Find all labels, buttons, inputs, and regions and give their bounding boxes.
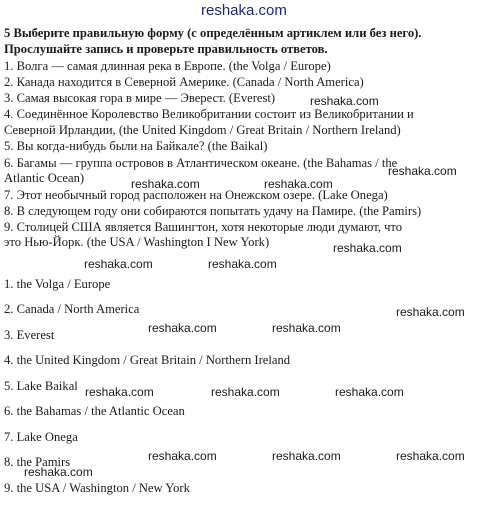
exercise-item-7: 7. Этот необычный город расположен на Онежском озере. (Lake Onega) xyxy=(4,188,388,202)
exercise-item-5: 5. Вы когда-нибудь были на Байкале? (the Baikal) xyxy=(4,139,268,153)
watermark: reshaka.com xyxy=(131,177,200,191)
exercise-title: 5 Выберите правильную форму (с определённым артиклем или без него). xyxy=(4,26,422,40)
exercise-item-6-cont: Atlantic Ocean) xyxy=(4,171,85,185)
watermark-top: reshaka.com xyxy=(201,2,287,19)
watermark: reshaka.com xyxy=(396,305,465,319)
answer-2: 2. Canada / North America xyxy=(4,302,140,316)
answer-6: 6. the Bahamas / the Atlantic Ocean xyxy=(4,404,185,418)
exercise-item-9: 9. Столицей США является Вашингтон, хотя некоторые люди думают, что xyxy=(4,220,403,234)
watermark: reshaka.com xyxy=(396,449,465,463)
watermark: reshaka.com xyxy=(388,164,457,178)
answer-7: 7. Lake Onega xyxy=(4,430,78,444)
watermark: reshaka.com xyxy=(208,257,277,271)
exercise-item-8: 8. В следующем году они собираются попытать удачу на Памире. (the Pamirs) xyxy=(4,204,422,218)
exercise-item-3: 3. Самая высокая гора в мире — Эверест. (Everest) xyxy=(4,91,276,105)
watermark: reshaka.com xyxy=(148,321,217,335)
exercise-item-4: 4. Соединённое Королевство Великобритании состоит из Великобритании и xyxy=(4,107,414,121)
answer-3: 3. Everest xyxy=(4,328,55,342)
watermark: reshaka.com xyxy=(85,385,154,399)
watermark: reshaka.com xyxy=(335,385,404,399)
exercise-item-4-cont: Северной Ирландии, (the United Kingdom / Great Britain / Northern Ireland) xyxy=(4,123,401,137)
watermark: reshaka.com xyxy=(272,449,341,463)
exercise-item-1: 1. Волга — самая длинная река в Европе. (the Volga / Europe) xyxy=(4,59,331,73)
watermark: reshaka.com xyxy=(333,241,402,255)
answer-8: 8. the Pamirs xyxy=(4,455,71,469)
exercise-item-9-cont: это Нью-Йорк. (the USA / Washington I New York) xyxy=(4,235,270,249)
answer-1: 1. the Volga / Europe xyxy=(4,277,111,291)
exercise-instruction: Прослушайте запись и проверьте правильность ответов. xyxy=(4,42,328,56)
watermark: reshaka.com xyxy=(148,449,217,463)
answer-5: 5. Lake Baikal xyxy=(4,379,78,393)
watermark: reshaka.com xyxy=(272,321,341,335)
watermark: reshaka.com xyxy=(211,385,280,399)
watermark: reshaka.com xyxy=(24,465,93,479)
answer-4: 4. the United Kingdom / Great Britain / Northern Ireland xyxy=(4,353,291,367)
answer-9: 9. the USA / Washington / New York xyxy=(4,481,190,495)
exercise-item-2: 2. Канада находится в Северной Америке. (Canada / North America) xyxy=(4,75,364,89)
exercise-item-6: 6. Багамы — группа островов в Атлантическом океане. (the Bahamas / the xyxy=(4,156,398,170)
watermark: reshaka.com xyxy=(310,94,379,108)
watermark: reshaka.com xyxy=(264,177,333,191)
watermark: reshaka.com xyxy=(84,257,153,271)
